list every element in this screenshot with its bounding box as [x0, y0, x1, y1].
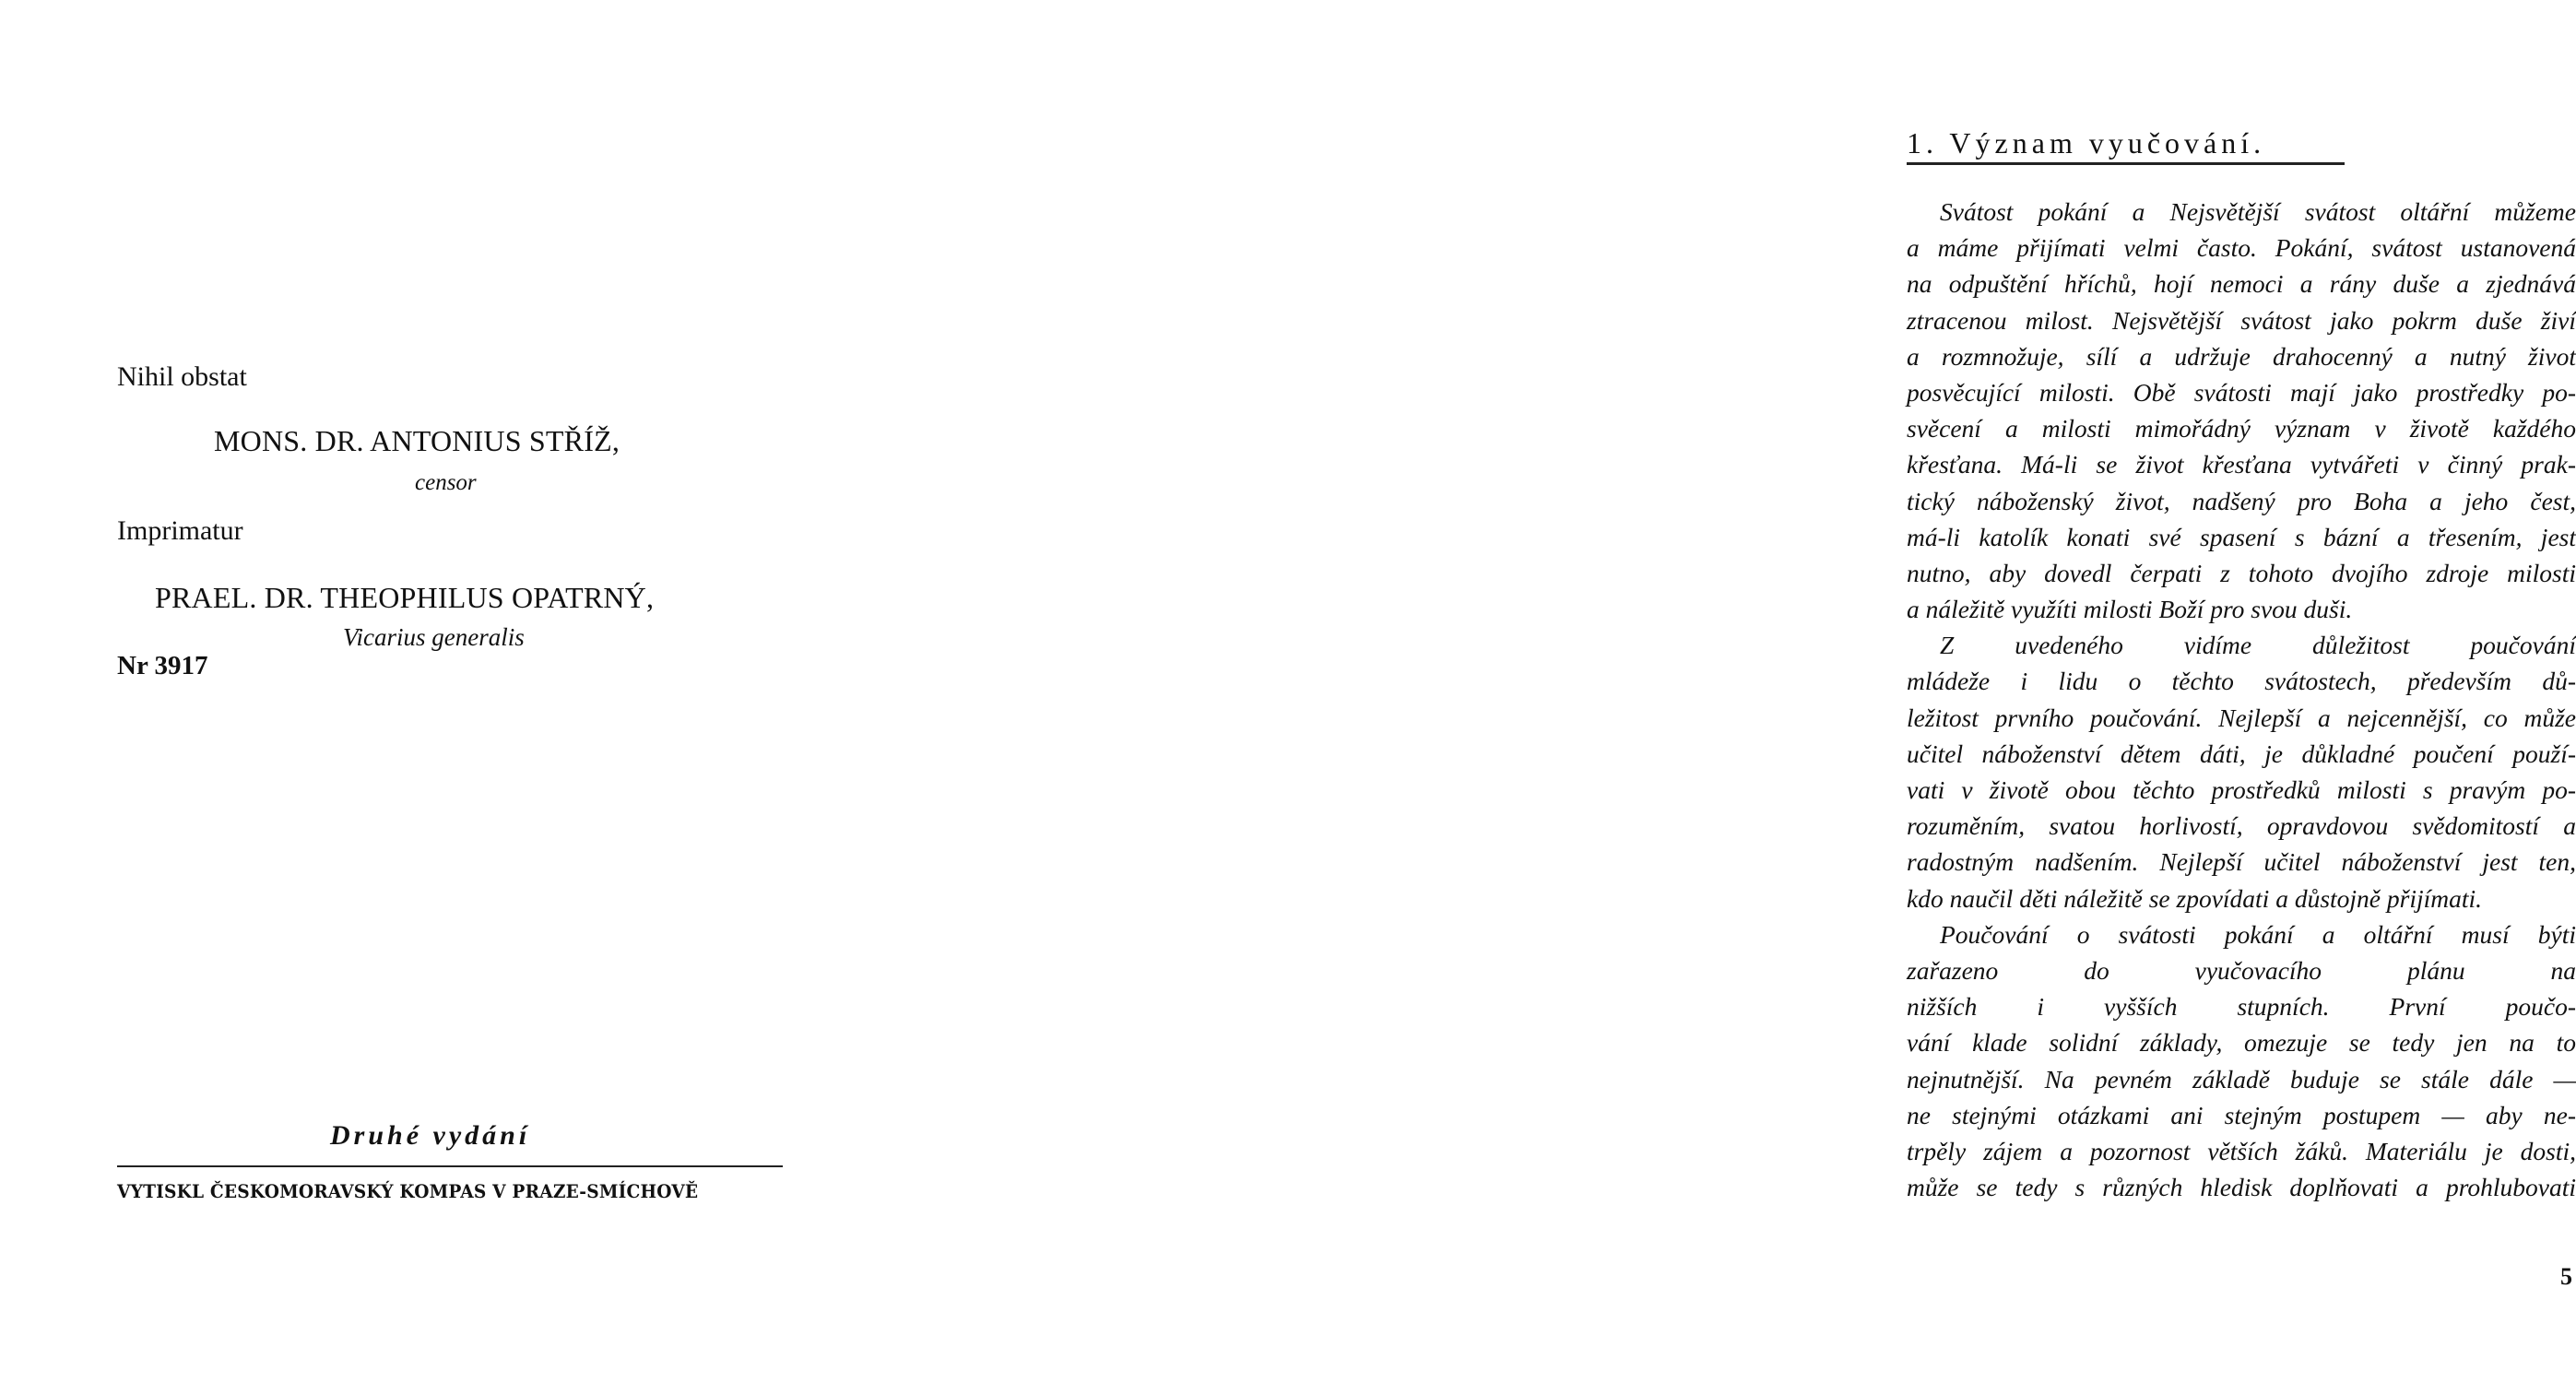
left-page	[0, 0, 892, 1383]
approval-number: Nr 3917	[117, 651, 208, 680]
page-number: 5	[2560, 1263, 2572, 1290]
censor-name: MONS. DR. ANTONIUS STŘÍŽ,	[214, 424, 620, 457]
text-line: učitel náboženství dětem dáti, je důkladné poučení použí-	[1907, 739, 2576, 768]
text-line: vati v životě obou těchto prostředků milosti s pravým po-	[1907, 775, 2576, 804]
nihil-obstat-label: Nihil obstat	[117, 361, 247, 392]
text-line: nutno, aby dovedl čerpati z tohoto dvojího zdroje milosti	[1907, 558, 2576, 587]
text-line: ne stejnými otázkami ani stejným postupem — aby ne-	[1907, 1100, 2576, 1129]
text-line: má-li katolík konati své spasení s bázní a třesením, jest	[1907, 522, 2576, 551]
edition-note: Druhé vydání	[330, 1120, 531, 1151]
text-line: vání klade solidní základy, omezuje se tedy jen na to	[1907, 1028, 2576, 1058]
text-line: ztracenou milost. Nejsvětější svátost jako pokrm duše živí	[1907, 305, 2576, 335]
text-line: ležitost prvního poučování. Nejlepší a nejcennější, co může	[1907, 703, 2576, 732]
text-line: posvěcující milosti. Obě svátosti mají jako prostředky po-	[1907, 377, 2576, 407]
text-line: svěcení a milosti mimořádný význam v životě každého	[1907, 414, 2576, 443]
text-line: Svátost pokání a Nejsvětější svátost oltářní můžeme	[1940, 197, 2576, 226]
body-text	[1907, 194, 2576, 1205]
text-line: křesťana. Má-li se život křesťana vytvářeti v činný prak-	[1907, 450, 2576, 479]
imprimatur-label: Imprimatur	[117, 515, 243, 546]
text-line: tický náboženský život, nadšený pro Boha a jeho čest,	[1907, 486, 2576, 515]
text-line: na odpuštění hříchů, hojí nemoci a rány duše a zjednává	[1907, 269, 2576, 299]
heading-underline	[1907, 162, 2345, 165]
printer-divider	[117, 1165, 783, 1167]
text-line: a rozmnožuje, sílí a udržuje drahocenný a nutný život	[1907, 341, 2576, 371]
text-line: radostným nadšením. Nejlepší učitel náboženství jest ten,	[1907, 847, 2576, 877]
text-line: rozuměním, svatou horlivostí, opravdovou svědomitostí a	[1907, 811, 2576, 841]
right-page	[892, 0, 2576, 1383]
text-line: kdo naučil děti náležitě se zpovídati a důstojně přijímati.	[1907, 883, 2483, 913]
text-line: trpěly zájem a pozornost větších žáků. Materiálu je dosti,	[1907, 1136, 2576, 1165]
vicar-general-title: Vicarius generalis	[343, 623, 525, 651]
vicar-general-name: PRAEL. DR. THEOPHILUS OPATRNÝ,	[155, 581, 655, 614]
text-line: a máme přijímati velmi často. Pokání, svátost ustanovená	[1907, 233, 2576, 263]
text-line: může se tedy s různých hledisk doplňovati a prohlubovati	[1907, 1173, 2576, 1202]
censor-title: censor	[415, 470, 477, 495]
printer-imprint: VYTISKL ČESKOMORAVSKÝ KOMPAS V PRAZE-SMÍCHOVĚ	[117, 1180, 699, 1202]
text-line: nejnutnější. Na pevném základě buduje se stále dále —	[1907, 1064, 2576, 1093]
text-line: mládeže i lidu o těchto svátostech, především dů-	[1907, 667, 2576, 696]
text-line: zařazeno do vyučovacího plánu na	[1907, 955, 2576, 985]
text-line: Poučování o svátosti pokání a oltářní musí býti	[1940, 919, 2576, 949]
text-line: a náležitě využíti milosti Boží pro svou duši.	[1907, 595, 2353, 624]
chapter-heading: 1. Význam vyučování.	[1907, 126, 2266, 160]
text-line: nižších i vyšších stupních. První poučo-	[1907, 992, 2576, 1022]
text-line: Z uvedeného vidíme důležitost poučování	[1940, 631, 2576, 660]
